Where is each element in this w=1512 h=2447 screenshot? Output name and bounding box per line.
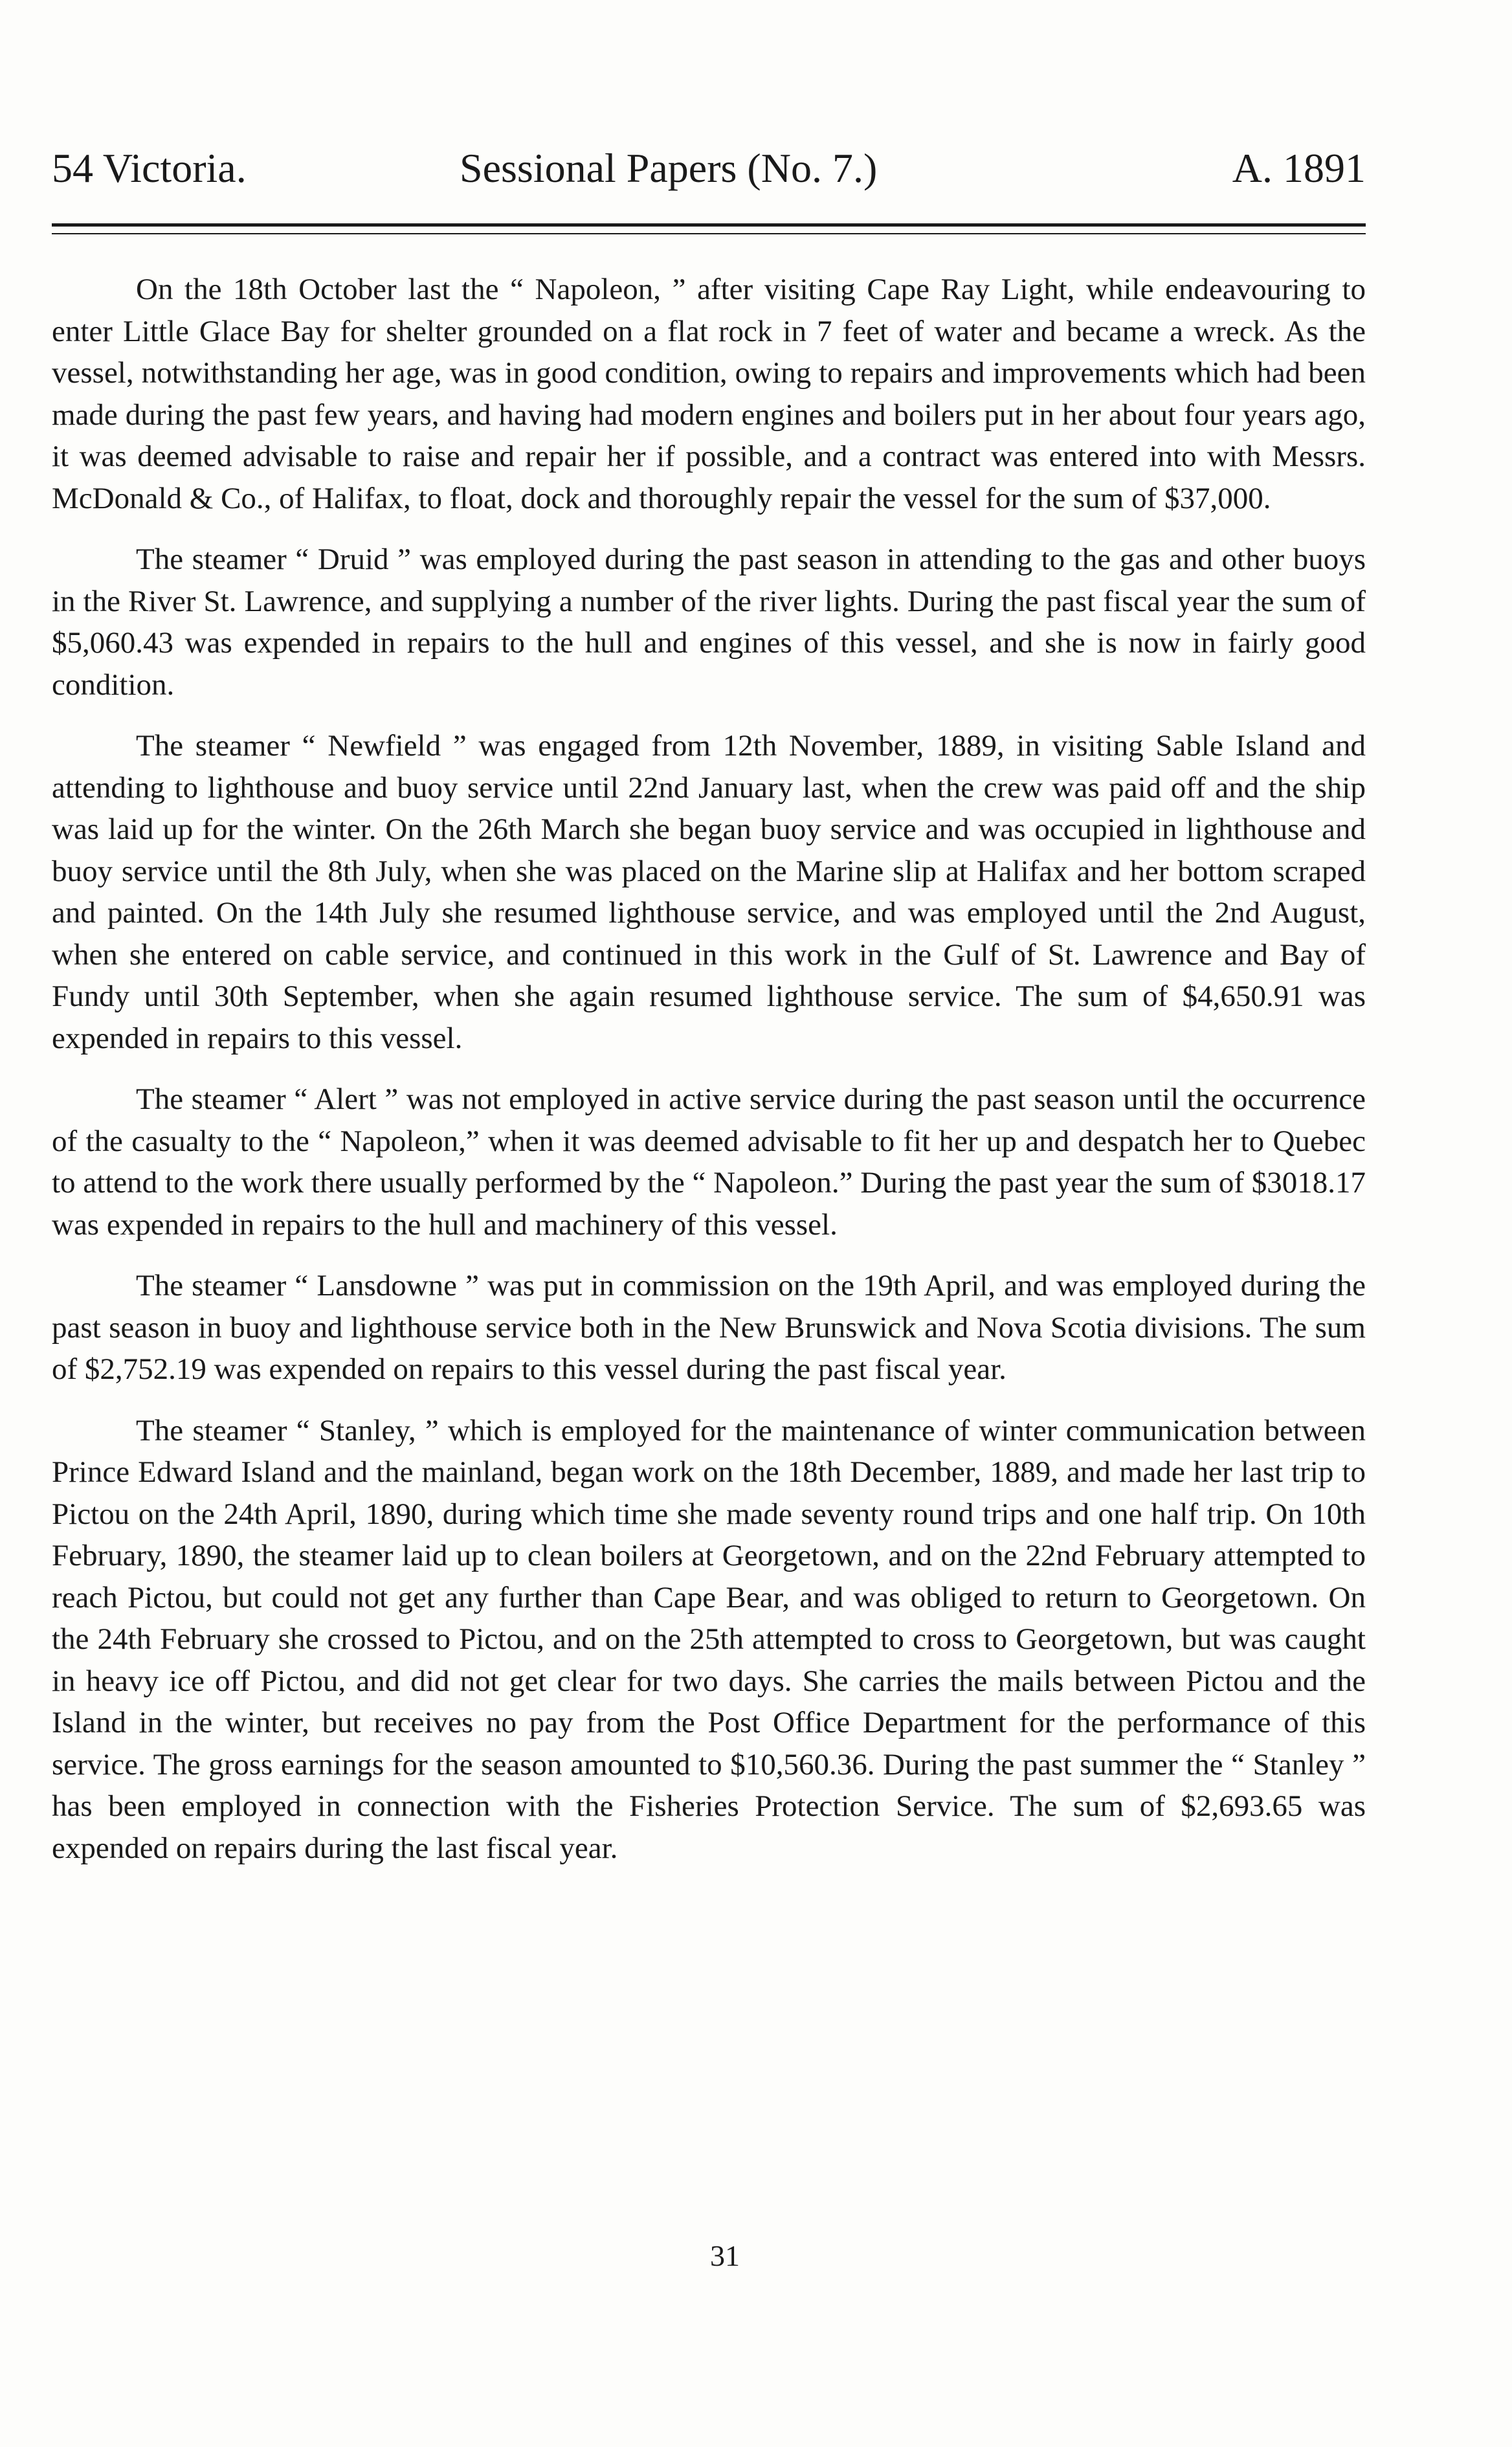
paragraph-stanley: The steamer “ Stanley, ” which is employed for the maintenance of winter communication between Prince Edward Island and the mainland, began work on the 18th December, 1889, and made her last trip to Pictou on the 24th April, 1890, during which time she made seventy round trips and one half trip. On 10th February, 1890, the steamer laid up to clean boilers at Georgetown, and on the 22nd February attempted to reach Pictou, but could not get any further than Cape Bear, and was obliged to return to Georgetown. On the 24th February she crossed to Pictou, and on the 25th attempted to cross to Georgetown, but was caught in heavy ice off Pictou, and did not get clear for two days. She carries the mails between Pictou and the Island in the winter, but receives no pay from the Post Office Department for the performance of this service. The gross earnings for the season amounted to $10,560.36. During the past summer the “ Stanley ” has been employed in connection with the Fisheries Protection Service. The sum of $2,693.65 was expended on repairs during the last fiscal year. bbox=[52, 1413, 1366, 1865]
header-volume: 54 Victoria. bbox=[52, 145, 247, 191]
paragraph-druid: The steamer “ Druid ” was employed during the past season in attending to the gas and other buoys in the River St. Lawrence, and supplying a number of the river lights. During the past fiscal year the sum of $5,060.43 was expended in repairs to the hull and engines of this vessel, and she is now in fairly good condition. bbox=[52, 542, 1366, 702]
page-number: 31 bbox=[710, 2239, 740, 2272]
header-rule-thin bbox=[52, 233, 1366, 234]
header-rule-thick bbox=[52, 223, 1366, 227]
header-title: Sessional Papers (No. 7.) bbox=[460, 145, 878, 191]
header-year: A. 1891 bbox=[1232, 145, 1366, 191]
body-text bbox=[52, 269, 1366, 1888]
paragraph-lansdowne: The steamer “ Lansdowne ” was put in commission on the 19th April, and was employed during the past season in buoy and lighthouse service both in the New Brunswick and Nova Scotia divisions. The sum of $2,752.19 was expended on repairs to this vessel during the past fiscal year. bbox=[52, 1269, 1366, 1386]
paragraph-napoleon: On the 18th October last the “ Napoleon, ” after visiting Cape Ray Light, while endeavouring to enter Little Glace Bay for shelter grounded on a flat rock in 7 feet of water and became a wreck. As the vessel, notwithstanding her age, was in good condition, owing to repairs and improvements which had been made during the past few years, and having had modern engines and boilers put in her about four years ago, it was deemed advisable to raise and repair her if possible, and a contract was entered into with Messrs. McDonald & Co., of Halifax, to float, dock and thoroughly repair the vessel for the sum of $37,000. bbox=[52, 273, 1366, 515]
running-header bbox=[52, 139, 1366, 197]
paragraph-newfield: The steamer “ Newfield ” was engaged from 12th November, 1889, in visiting Sable Island and attending to lighthouse and buoy service until 22nd January last, when the crew was paid off and the ship was laid up for the winter. On the 26th March she began buoy service and was occupied in lighthouse and buoy service until the 8th July, when she was placed on the Marine slip at Halifax and her bottom scraped and painted. On the 14th July she resumed lighthouse service, and was employed until the 2nd August, when she entered on cable service, and continued in this work in the Gulf of St. Lawrence and Bay of Fundy until 30th September, when she again resumed lighthouse service. The sum of $4,650.91 was expended in repairs to this vessel. bbox=[52, 729, 1366, 1055]
paragraph-alert: The steamer “ Alert ” was not employed in active service during the past season until the occurrence of the casualty to the “ Napoleon,” when it was deemed advisable to fit her up and despatch her to Quebec to attend to the work there usually performed by the “ Napoleon.” During the past year the sum of $3018.17 was expended in repairs to the hull and machinery of this vessel. bbox=[52, 1082, 1366, 1242]
